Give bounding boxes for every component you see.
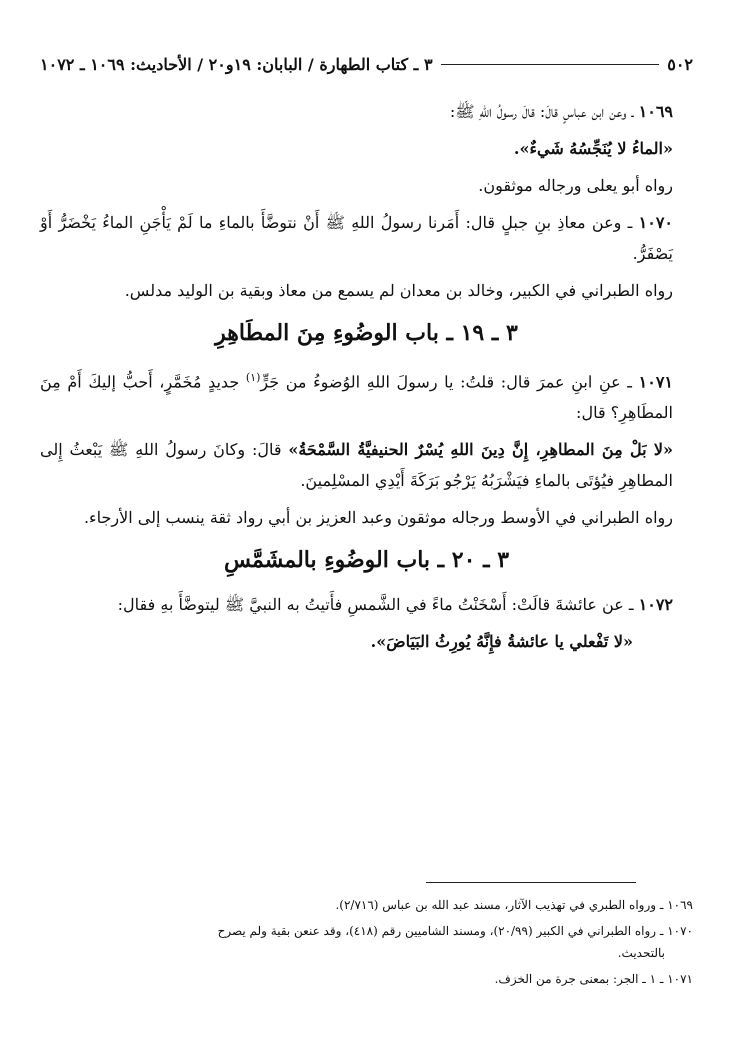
hadith-text: ـ عنِ ابنِ عمرَ قال: قلتُ: يا رسولَ اللهِ الوُضوءُ من جَرٍّ [260,372,632,392]
footnote-1070-cont: بالتحديث. [617,946,665,960]
hadith-1069-quote: «الماءُ لا يُنَجِّسُهُ شَيءٌ». [513,139,673,158]
page-body [40,96,693,663]
hadith-1072 [40,589,693,620]
footnote-mark[interactable]: (١) [245,371,261,384]
footnote-separator [426,882,636,883]
hadith-1071-source: رواه الطبراني في الأوسط ورجاله موثقون وعبد العزيز بن أبي رواد ثقة ينسب إلى الأرجاء. [83,508,673,528]
page-number: ٥٠٢ [667,54,693,74]
hadith-text: ـ وعن معاذِ بنِ جبلٍ قال: أَمَرنا رسولُ اللهِ ﷺ أَنْ نتوضَّأَ بالماءِ ما لَمْ يَأْجَنِ الماءُ يَخْضَرُّ أَوْ يَصْفَرُّ. [40,213,673,263]
footnote-1070: ١٠٧٠ ـ رواه الطبراني في الكبير (٢٠/٩٩)، ومسند الشاميين رقم (٤١٨)، وقد عنعن بقية ولم يصرح [217,924,693,938]
hadith-text-after-quote: قالَ: وكانَ رسولُ اللهِ ﷺ يَبْعثُ إِلى المطاهِرِ فيُؤتَى بالماءِ فيَشْرَبُهُ يَرْجُو بَرَكَةَ أَيْدِي المسْلِمينَ. [40,440,673,491]
hadith-1069 [40,96,693,127]
page-header [40,50,693,78]
footnote-1069: ١٠٦٩ ـ ورواه الطبري في تهذيب الآثار، مسند عبد الله بن عباس (٢/٧١٦). [335,898,693,912]
running-title: ٣ ـ كتاب الطهارة / البابان: ١٩و٢٠ / الأحاديث: ١٠٦٩ ـ ١٠٧٢ [40,54,433,74]
hadith-1070-source: رواه الطبراني في الكبير، وخالد بن معدان لم يسمع من معاذ وبقية بن الوليد مدلس. [124,281,673,300]
chapter-heading-19: ٣ ـ ١٩ ـ باب الوضُوءِ مِنَ المطَاهِرِ [215,320,518,346]
footnotes [40,894,693,994]
hadith-number: ١٠٦٩ [638,102,673,121]
hadith-text: ـ عن عائشةَ قالَتْ: أَسْخَنْتُ ماءً في الشَّمسِ فأَتيتُ به النبيَّ ﷺ ليتوضَّأَ بهِ فقال: [117,595,634,615]
hadith-quote: «لا بَلْ مِنَ المطاهِرِ، إِنَّ دِينَ اللهِ يُسْرٌ الحنيفيَّةُ السَّمْحَةُ» [288,440,673,460]
hadith-intro: ـ وعن ابن عباسٍ قالَ: قالَ رسولُ اللهِ ﷺ: [449,102,634,121]
hadith-1069-source: رواه أبو يعلى ورجاله موثقون. [478,176,673,195]
footnote-1071: ١٠٧١ ـ ١ ـ الجر: بمعنى جرة من الخزف. [494,972,693,986]
hadith-1072-quote: «لا تَفْعلي يا عائشةُ فإِنَّهُ يُورِثُ البَيَاضَ». [370,632,633,652]
hadith-1071 [40,362,693,428]
hadith-number: ١٠٧٠ [638,213,674,232]
hadith-1071-quote-line [40,434,693,496]
hadith-text-cont: جديدٍ مُخَمَّرٍ، أَحبُّ إليكَ أَمْ مِنَ المطَاهِرِ؟ قال: [40,372,673,423]
hadith-1070 [40,207,693,269]
hadith-number: ١٠٧١ [638,372,674,392]
hadith-number: ١٠٧٢ [638,595,673,615]
header-rule [441,64,660,65]
chapter-heading-20: ٣ ـ ٢٠ ـ باب الوضُوءِ بالمشَمَّسِ [223,547,510,574]
